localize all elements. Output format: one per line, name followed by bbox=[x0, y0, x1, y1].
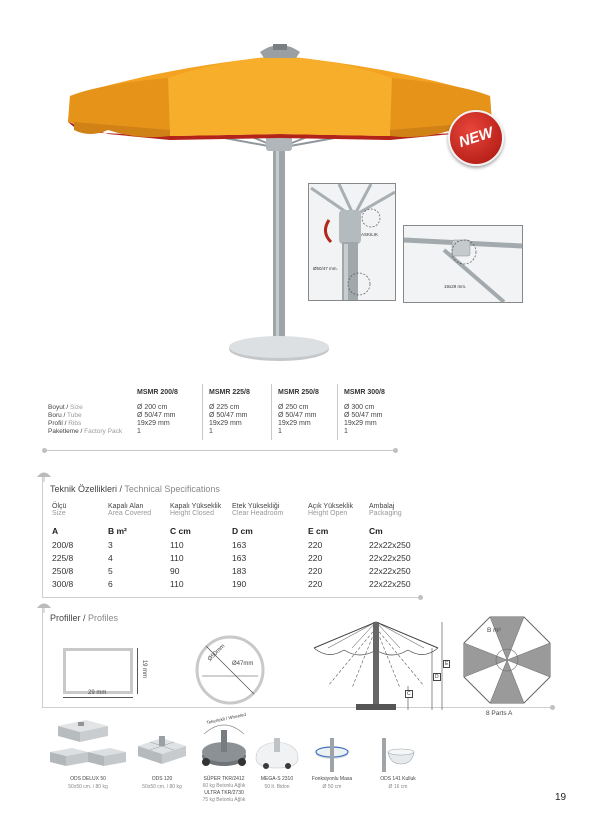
accessory-name: MEGA-S 2310 bbox=[260, 776, 294, 782]
spec-cell: Ø 225 cm bbox=[209, 404, 240, 411]
spec-cell: 1 bbox=[209, 428, 213, 435]
umbrella-top-diagram bbox=[462, 615, 552, 705]
ashtray-photo bbox=[378, 738, 418, 772]
model-header-2: MSMR 225/8 bbox=[209, 389, 250, 396]
wheeled-label: Tekerlekli / Wheeled bbox=[205, 711, 247, 726]
tech-cell: 163 bbox=[232, 540, 247, 550]
umbrella-side-diagram bbox=[308, 616, 458, 716]
tech-unit: E cm bbox=[308, 526, 329, 536]
spec-row-label: Boru / Tube bbox=[48, 412, 82, 419]
spec-row-label: Profil / Ribs bbox=[48, 420, 82, 427]
tech-unit: B m² bbox=[108, 526, 127, 536]
frame-dot bbox=[418, 595, 423, 600]
tech-col-header: Açık Yükseklik Height Open bbox=[308, 503, 353, 517]
tech-cell: 225/8 bbox=[52, 553, 74, 563]
dim-label-d: D bbox=[435, 674, 439, 680]
spec-cell: 1 bbox=[278, 428, 282, 435]
table-photo bbox=[312, 738, 352, 772]
hub-detail-photo bbox=[308, 183, 396, 301]
tech-cell: 22x22x250 bbox=[369, 579, 411, 589]
accessory-name: Fonksiyonlu Masa bbox=[311, 776, 353, 782]
spec-cell: 19x29 mm bbox=[137, 420, 170, 427]
tech-cell: 190 bbox=[232, 579, 247, 589]
new-badge bbox=[448, 110, 504, 166]
tube-inner-label: Ø47mm bbox=[232, 661, 254, 667]
accessory-spec: Ø 16 cm bbox=[388, 784, 408, 790]
rect-profile bbox=[63, 648, 133, 694]
base-photo bbox=[48, 716, 128, 772]
tech-cell: 163 bbox=[232, 553, 247, 563]
spec-cell: 19x29 mm bbox=[209, 420, 242, 427]
dim-label-e: E bbox=[445, 661, 449, 667]
model-header-4: MSMR 300/8 bbox=[344, 389, 385, 396]
rect-height-label: 19 mm bbox=[141, 659, 148, 679]
tech-cell: 3 bbox=[108, 540, 113, 550]
tech-cell: 5 bbox=[108, 566, 113, 576]
tech-unit: D cm bbox=[232, 526, 253, 536]
new-badge-text: NEW bbox=[456, 124, 496, 151]
tech-unit: A bbox=[52, 526, 59, 536]
accessory-name: ULTRA TKR/2730 bbox=[204, 790, 244, 796]
accessory-spec: 50x50 cm. / 80 kg bbox=[68, 784, 108, 790]
tech-col-header: Kapalı Yükseklik Height Closed bbox=[170, 503, 222, 517]
spec-row-label: Boyut / Size bbox=[48, 404, 83, 411]
spec-cell: Ø 300 cm bbox=[344, 404, 375, 411]
accessory-spec: 60 kg Betonlu Ağlık bbox=[202, 783, 246, 789]
tech-unit: C cm bbox=[170, 526, 191, 536]
spec-cell: Ø 50/47 mm bbox=[137, 412, 176, 419]
tech-cell: 110 bbox=[170, 553, 184, 563]
spec-cell: Ø 50/47 mm bbox=[344, 412, 383, 419]
tube-outer-label: Ø50mm bbox=[207, 643, 227, 663]
spec-cell: Ø 200 cm bbox=[137, 404, 168, 411]
tube-profile bbox=[192, 632, 268, 708]
tech-cell: 90 bbox=[170, 566, 180, 576]
tech-cell: 220 bbox=[308, 540, 323, 550]
tech-cell: 22x22x250 bbox=[369, 540, 411, 550]
tech-cell: 6 bbox=[108, 579, 113, 589]
rib-detail-photo bbox=[403, 225, 523, 303]
tech-cell: 220 bbox=[308, 553, 323, 563]
accessory-name: ODS 141 Kulluk bbox=[380, 776, 416, 782]
tech-cell: 110 bbox=[170, 579, 184, 589]
tech-cell: 220 bbox=[308, 579, 323, 589]
tech-cell: 22x22x250 bbox=[369, 566, 411, 576]
spec-cell: Ø 50/47 mm bbox=[209, 412, 248, 419]
accessory-spec: Ø 50 cm bbox=[322, 784, 342, 790]
spec-cell: 19x29 mm bbox=[278, 420, 311, 427]
accessory-name: ODS 120 bbox=[151, 776, 173, 782]
tech-cell: 183 bbox=[232, 566, 247, 576]
tech-col-header: Etek Yüksekliği Clear Headroom bbox=[232, 503, 284, 517]
spec-cell: 19x29 mm bbox=[344, 420, 377, 427]
rect-height-dim bbox=[137, 648, 138, 694]
spec-cell: Ø 250 cm bbox=[278, 404, 309, 411]
umbrella-photo bbox=[60, 38, 500, 368]
dim-label-c: C bbox=[407, 691, 411, 697]
tech-cell: 200/8 bbox=[52, 540, 74, 550]
page-number: 19 bbox=[555, 792, 567, 803]
lock-label: ASKILIK bbox=[361, 232, 379, 237]
table-divider bbox=[202, 384, 203, 440]
tube-label: Ø50/47 mm. bbox=[313, 266, 338, 271]
top-view-area-label: B m² bbox=[487, 627, 501, 634]
tech-col-header: Kapalı Alan Area Covered bbox=[108, 503, 152, 517]
accessory-spec: 75 kg Betonlu Ağlık bbox=[202, 797, 246, 803]
spec-cell: 1 bbox=[137, 428, 141, 435]
ribs-label: 19x29 mm. bbox=[444, 284, 467, 289]
profiles-title: Profiller / Profiles bbox=[50, 613, 119, 623]
tech-cell: 300/8 bbox=[52, 579, 74, 589]
model-header-1: MSMR 200/8 bbox=[137, 389, 178, 396]
table-divider bbox=[271, 384, 272, 440]
water-base-photo bbox=[252, 736, 302, 772]
spec-cell: 1 bbox=[344, 428, 348, 435]
accessory-spec: 50x50 cm. / 80 kg bbox=[142, 784, 182, 790]
accessory-name: ODS DELUX 50 bbox=[70, 776, 106, 782]
tech-cell: 220 bbox=[308, 566, 323, 576]
rect-width-dim bbox=[63, 697, 133, 698]
spec-row-label: Paketleme / Factory Pack bbox=[48, 428, 123, 435]
tech-cell: 250/8 bbox=[52, 566, 74, 576]
rule-dot bbox=[393, 448, 398, 453]
rect-width-label: 29 mm bbox=[88, 690, 107, 696]
accessory-name: SÜPER TKR/2412 bbox=[203, 776, 245, 782]
base-photo bbox=[134, 732, 190, 772]
model-header-3: MSMR 250/8 bbox=[278, 389, 319, 396]
spec-cell: Ø 50/47 mm bbox=[278, 412, 317, 419]
tech-unit: Cm bbox=[369, 526, 383, 536]
accessory-spec: 50 lt. Bidon bbox=[264, 784, 290, 790]
tech-col-header: Ölçü Size bbox=[52, 503, 67, 517]
top-view-caption: 8 Parts A bbox=[486, 710, 513, 717]
section-rule bbox=[44, 450, 396, 451]
tech-cell: 22x22x250 bbox=[369, 553, 411, 563]
frame-dot bbox=[550, 705, 555, 710]
tech-cell: 4 bbox=[108, 553, 113, 563]
tech-title: Teknik Özellikleri / Technical Specifications bbox=[50, 484, 220, 494]
tech-col-header: Ambalaj Packaging bbox=[369, 503, 402, 517]
rule-dot bbox=[42, 448, 47, 453]
table-divider bbox=[337, 384, 338, 440]
tech-cell: 110 bbox=[170, 540, 184, 550]
